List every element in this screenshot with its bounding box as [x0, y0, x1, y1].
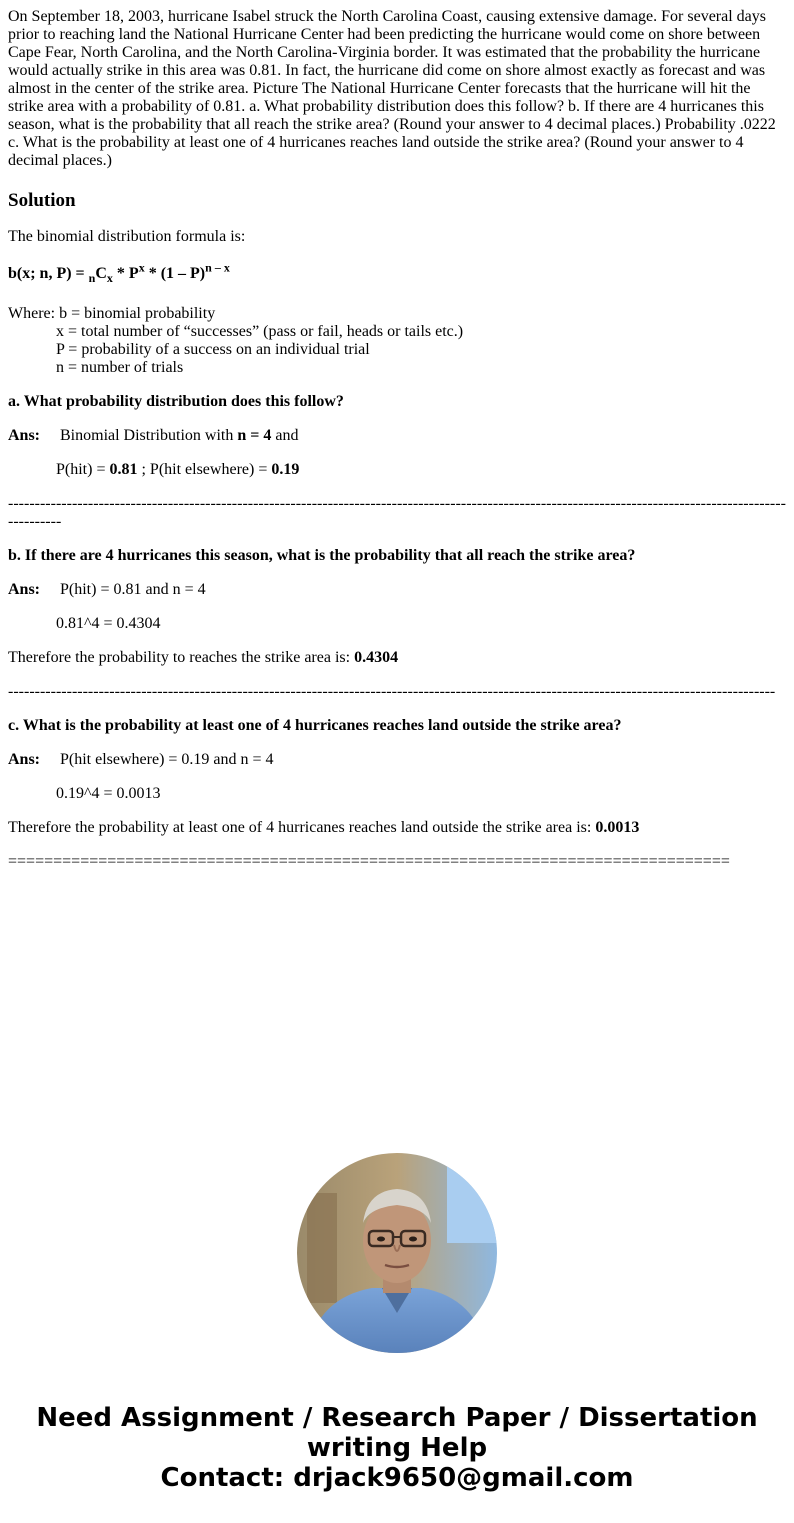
def-b: b = binomial probability [59, 305, 216, 322]
p-else-label: ; P(hit elsewhere) = [137, 461, 272, 478]
solution-heading: Solution [8, 190, 76, 211]
result-value: 0.4304 [354, 649, 399, 666]
formula-sup-x: x [138, 260, 145, 275]
variable-definitions [8, 305, 786, 377]
part-b-answer [8, 581, 786, 599]
part-c-question: c. What is the probability at least one of 4 hurricanes reaches land outside the strike area? [8, 717, 622, 734]
formula-mid: * P [112, 265, 139, 282]
ans-label: Ans: [8, 751, 41, 768]
formula-sup-nx: n – x [205, 260, 230, 275]
promo-line-2: writing Help [306, 1433, 488, 1463]
binomial-formula [8, 260, 786, 286]
ans-text: Binomial Distribution with [60, 427, 238, 444]
promo-banner [0, 1403, 794, 1493]
part-a-probabilities [8, 461, 786, 479]
formula-tail: * (1 – P) [144, 265, 206, 282]
divider-line: ------------------------------------------------------------------------------------------------------------------------------------------------ [8, 683, 776, 700]
ans-text: P(hit elsewhere) = 0.19 and n = 4 [60, 751, 274, 768]
part-b-calc: 0.81^4 = 0.4304 [56, 615, 161, 632]
formula-sub-x: x [106, 271, 113, 286]
def-n: n = number of trials [56, 359, 184, 376]
end-divider: ================================================================================ [8, 853, 730, 870]
document-body [8, 8, 786, 871]
part-c-calc: 0.19^4 = 0.0013 [56, 785, 161, 802]
part-c-answer [8, 751, 786, 769]
formula-c: C [95, 265, 107, 282]
author-portrait-image [297, 1153, 497, 1353]
ans-text: P(hit) = 0.81 and n = 4 [60, 581, 206, 598]
promo-contact: Contact: drjack9650@gmail.com [160, 1463, 634, 1493]
p-else-value: 0.19 [271, 461, 300, 478]
conclusion-text: Therefore the probability at least one of 4 hurricanes reaches land outside the strike area is: [8, 819, 596, 836]
p-hit-value: 0.81 [109, 461, 138, 478]
conclusion-text: Therefore the probability to reaches the strike area is: [8, 649, 355, 666]
formula-lhs: b(x; n, P) = [8, 265, 89, 282]
divider-line: ------------------------------------------------------------------------------------------------------------------------------------------------------------ [8, 495, 786, 530]
ans-label: Ans: [8, 427, 41, 444]
ans-n-value: n = 4 [237, 427, 272, 444]
p-hit-label: P(hit) = [56, 461, 110, 478]
promo-line-1: Need Assignment / Research Paper / Dissertation [36, 1403, 758, 1433]
part-b-conclusion [8, 649, 786, 667]
formula-sub-n: n [88, 271, 96, 286]
part-c-conclusion [8, 819, 786, 837]
part-a-answer [8, 427, 786, 445]
def-p: P = probability of a success on an individual trial [56, 341, 370, 358]
author-photo [297, 1153, 497, 1353]
result-value: 0.0013 [595, 819, 640, 836]
formula-intro: The binomial distribution formula is: [8, 228, 246, 245]
where-label: Where: [8, 305, 60, 322]
part-b-question: b. If there are 4 hurricanes this season, what is the probability that all reach the strike area? [8, 547, 636, 564]
ans-label: Ans: [8, 581, 41, 598]
question-text: On September 18, 2003, hurricane Isabel struck the North Carolina Coast, causing extensive damage. For several days prior to reaching land the National Hurricane Center had been predicting the hurricane would come on shore between Cape Fear, North Carolina, and the North Carolina-Virginia border. It was estimated that the probability the hurricane would actually strike in this area was 0.81. In fact, the hurricane did come on shore almost exactly as forecast and was almost in the center of the strike area. Picture The National Hurricane Center forecasts that the hurricane will hit the strike area with a probability of 0.81. a. What probability distribution does this follow? b. If there are 4 hurricanes this season, what is the probability that all reach the strike area? (Round your answer to 4 decimal places.) Probability .0222 c. What is the probability at least one of 4 hurricanes reaches land outside the strike area? (Round your answer to 4 decimal places.) [8, 8, 776, 169]
def-x: x = total number of “successes” (pass or fail, heads or tails etc.) [56, 323, 464, 340]
part-a-question: a. What probability distribution does this follow? [8, 393, 344, 410]
ans-text-end: and [271, 427, 299, 444]
